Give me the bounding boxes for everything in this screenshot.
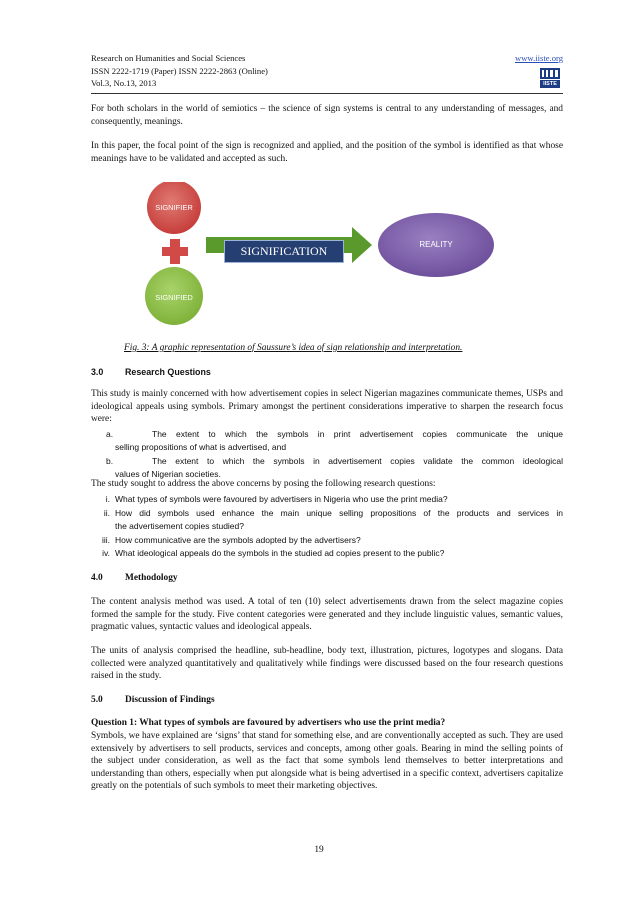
question-ii-line2: the advertisement copies studied? xyxy=(115,521,244,531)
question-iv-text: What ideological appeals do the symbols in the studied ad copies present to the public? xyxy=(115,548,445,558)
iiste-logo xyxy=(537,66,563,90)
issn-line: ISSN 2222-1719 (Paper) ISSN 2222-2863 (Online) xyxy=(91,65,268,76)
header-rule xyxy=(91,93,563,94)
section-5-title: Discussion of Findings xyxy=(125,695,215,705)
question-i-marker: i. xyxy=(105,494,110,504)
section-4-paragraph-1: The content analysis method was used. A total of ten (10) select advertisements drawn from the select magazine copies formed the sample for the study. Five content categories were generated and they include linguistic values, semantic values, pragmatic values, syntactic values and ideological appeals. xyxy=(91,597,563,633)
intro-paragraph-2: In this paper, the focal point of the sign is recognized and applied, and the position of the symbol is identified as that whose meanings have to be validated and accepted as such. xyxy=(91,141,563,164)
focus-item-a-line2: selling propositions of what is advertised, and xyxy=(115,442,287,452)
focus-item-b-line2: values of Nigerian societies. xyxy=(115,469,221,479)
section-4-title: Methodology xyxy=(125,573,178,583)
question-iv-marker: iv. xyxy=(102,548,110,558)
saussure-figure xyxy=(140,182,500,332)
question-1-body: Symbols, we have explained are ‘signs’ that stand for something else, and are conventionally accepted as such. They are used extensively by advertisers to sell products, services and concepts, among other goals. Bearing in mind the selling points of the subject under consideration, as well as the fact that some symbols lend themselves to better interpretations and understanding than others, especially when put alongside what is being advertised in a specific context, advertisers capitalize greatly on the potentials of such symbols to meet their marketing objectives. xyxy=(91,731,563,792)
signified-label: SIGNIFIED xyxy=(155,293,193,302)
question-iii-text: How communicative are the symbols adopted by the advertisers? xyxy=(115,535,361,545)
research-questions-intro: The study sought to address the above concerns by posing the following research questions: xyxy=(91,479,436,489)
signification-box: SIGNIFICATION xyxy=(224,240,344,263)
question-ii-line1: How did symbols used enhance the main unique selling propositions of the products and services in xyxy=(115,508,563,518)
focus-item-a-line1: The extent to which the symbols in print advertisement copies communicate the unique xyxy=(152,429,563,439)
page-number: 19 xyxy=(314,845,324,855)
figure-caption: Fig. 3: A graphic representation of Saussure’s idea of sign relationship and interpretation. xyxy=(124,343,463,353)
page-header xyxy=(91,52,411,90)
section-4-number: 4.0 xyxy=(91,573,103,583)
focus-item-a-marker: a. xyxy=(106,429,114,439)
reality-label: REALITY xyxy=(419,240,453,249)
question-iii-marker: iii. xyxy=(101,535,110,545)
intro-paragraph-1: For both scholars in the world of semiotics – the science of sign systems is central to any understanding of messages, and consequently, meanings. xyxy=(91,104,563,127)
logo-text: IISTE xyxy=(543,81,557,87)
focus-item-b-marker: b. xyxy=(106,456,114,466)
section-4-paragraph-2: The units of analysis comprised the headline, sub-headline, body text, illustration, pictures, logotypes and slogans. Data collected were analyzed quantitatively and qualitatively while findings were discussed based on the four research questions raised in the study. xyxy=(91,646,563,682)
section-5-number: 5.0 xyxy=(91,695,103,705)
focus-item-b-line1: The extent to which the symbols in advertisement copies validate the common ideological xyxy=(152,456,563,466)
plus-horizontal xyxy=(162,247,188,256)
volume-line: Vol.3, No.13, 2013 xyxy=(91,78,157,89)
question-1-heading: Question 1: What types of symbols are favoured by advertisers who use the print media? xyxy=(91,718,446,728)
journal-title: Research on Humanities and Social Sciences xyxy=(91,53,246,63)
section-3-paragraph: This study is mainly concerned with how advertisement copies in select Nigerian magazines communicate themes, USPs and ideological appeals using symbols. Primary amongst the pertinent considerations imperative to sharpen the research focus were: xyxy=(91,389,563,425)
journal-url-link[interactable]: www.iiste.org xyxy=(515,53,563,63)
signifier-label: SIGNIFIER xyxy=(155,203,193,212)
question-i-text: What types of symbols were favoured by advertisers in Nigeria who use the print media? xyxy=(115,494,448,504)
question-ii-marker: ii. xyxy=(103,508,110,518)
section-3-number: 3.0 xyxy=(91,367,104,377)
section-3-title: Research Questions xyxy=(125,367,211,377)
